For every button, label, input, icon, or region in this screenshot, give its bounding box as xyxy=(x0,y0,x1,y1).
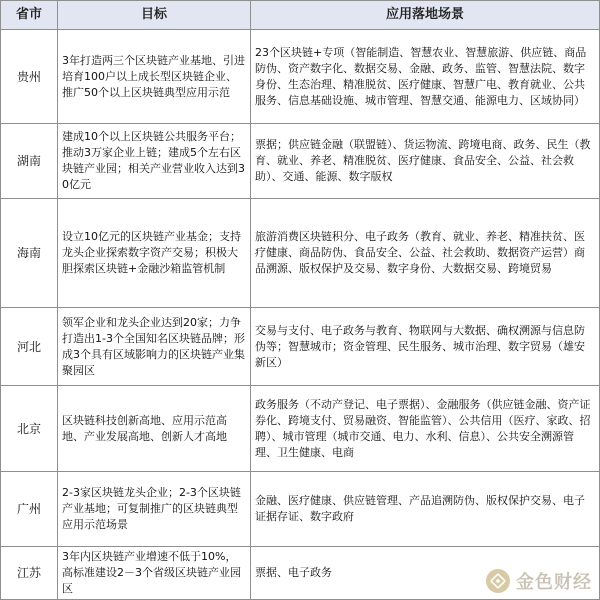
scenes-text: 票据；供应链金融（联盟链）、货运物流、跨境电商、政务、民生（教育、就业、养老、精准脱贫、医疗健康、食品安全、公益、社会救助）、交通、能源、数字版权 xyxy=(255,138,591,183)
row-province: 贵州 xyxy=(0,30,58,124)
header-goal: 目标 xyxy=(58,0,251,30)
row-scenes xyxy=(251,199,600,308)
scenes-text: 政务服务（不动产登记、电子票据）、金融服务（供应链金融、资产证券化、跨境支付、贸易融资、智能监管）、公共信用（医疗、家政、招聘）、城市管理（城市交通、电力、水利、信息）、公共安全溯源管理、卫生健康、电商 xyxy=(255,397,591,459)
row-goal xyxy=(58,386,251,472)
scenes-text: 旅游消费区块链积分、电子政务（教育、就业、养老、精准扶贫、医疗健康、商品防伪、食品安全、公益、社会救助、数据资产运营）商品溯源、版权保护及交易、数字身份、大数据交易、跨境贸易 xyxy=(255,230,585,275)
header-province: 省市 xyxy=(0,0,58,30)
goal-text: 设立10亿元的区块链产业基金；支持龙头企业探索数字资产交易；积极大胆探索区块链+金融沙箱监管机制 xyxy=(62,230,241,275)
scenes-text: 交易与支付、电子政务与教育、物联网与大数据、确权溯源与信息防伪等；智慧城市；资金管理、民生服务、城市治理、数字贸易（雄安新区） xyxy=(255,323,585,369)
row-goal xyxy=(58,30,251,124)
row-province: 河北 xyxy=(0,308,58,386)
row-goal xyxy=(58,472,251,547)
row-scenes xyxy=(251,124,600,199)
row-scenes xyxy=(251,472,600,547)
goal-text: 2-3家区块链龙头企业；2-3个区块链产业基地；可复制推广的区块链典型应用示范场景 xyxy=(62,486,241,531)
goal-text: 领军企业和龙头企业达到20家；力争打造出1-3个全国知名区块链品牌；形成3个具有区域影响力的区块链产业集聚园区 xyxy=(62,315,245,377)
header-scenes: 应用落地场景 xyxy=(251,0,600,30)
goal-text: 3年打造两三个区块链产业基地、引进培育100户以上成长型区块链企业、推广50个以上区块链典型应用示范 xyxy=(62,53,245,99)
row-province: 湖南 xyxy=(0,124,58,199)
scenes-text: 票据、电子政务 xyxy=(255,566,332,579)
row-scenes xyxy=(251,30,600,124)
row-province: 北京 xyxy=(0,386,58,472)
row-goal xyxy=(58,199,251,308)
scenes-text: 金融、医疗健康、供应链管理、产品追溯防伪、版权保护交易、电子证据存证、数字政府 xyxy=(255,494,585,523)
watermark xyxy=(486,568,592,594)
row-province: 海南 xyxy=(0,199,58,308)
row-goal xyxy=(58,308,251,386)
goal-text: 区块链科技创新高地、应用示范高地、产业发展高地、创新人才高地 xyxy=(62,413,227,443)
row-goal xyxy=(58,124,251,199)
jinse-logo-icon xyxy=(486,569,510,593)
row-goal xyxy=(58,547,251,600)
row-province: 江苏 xyxy=(0,547,58,600)
row-scenes xyxy=(251,308,600,386)
scenes-text: 23个区块链+专项（智能制造、智慧农业、智慧旅游、供应链、商品防伪、资产数字化、数据交易、金融、政务、监管、智慧法院、数字身份、生态治理、精准脱贫、医疗健康、智慧广电、教育就业、公共服务、信息基础设施、城市管理、智慧交通、能源电力、区域协同） xyxy=(255,45,587,107)
watermark-text: 金色财经 xyxy=(516,572,592,593)
goal-text: 3年内区块链产业增速不低于10%，高标准建设2－3个省级区块链产业园区 xyxy=(62,550,241,595)
row-scenes xyxy=(251,386,600,472)
goal-text: 建成10个以上区块链公共服务平台；推动3万家企业上链；建成5个左右区块链产业园；相关产业营业收入达到30亿元 xyxy=(62,130,245,191)
row-province: 广州 xyxy=(0,472,58,547)
